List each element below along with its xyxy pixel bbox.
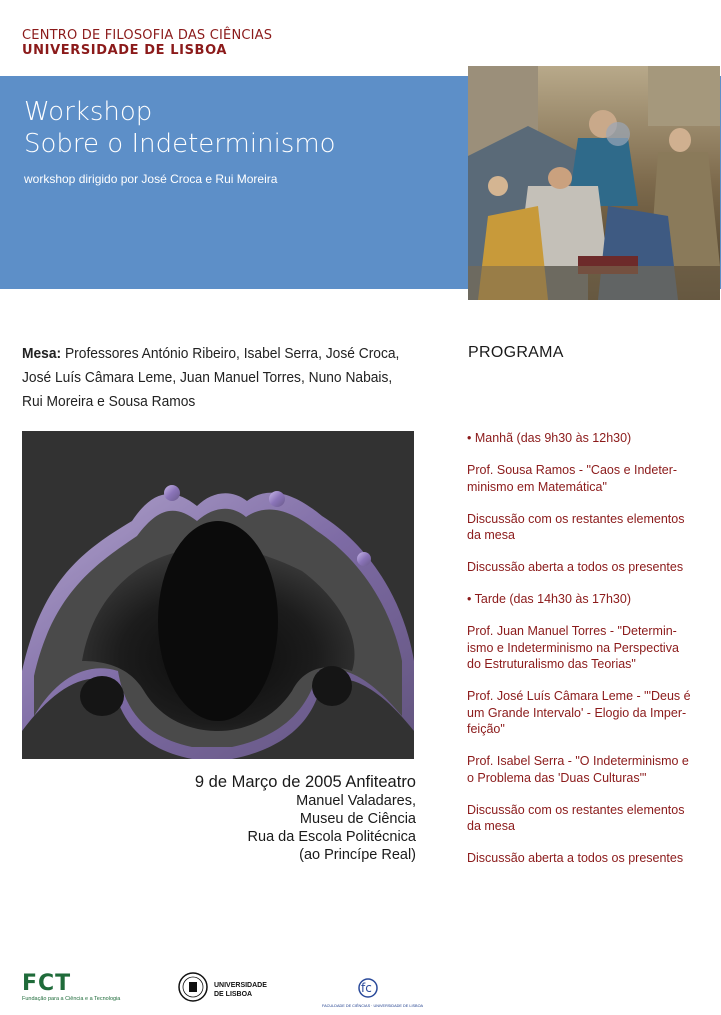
event-street: Rua da Escola Politécnica	[247, 829, 416, 845]
fc-logo-icon	[322, 972, 420, 1002]
event-details	[150, 772, 416, 864]
fct-wordmark: FCT	[22, 971, 72, 996]
program-item: Prof. Isabel Serra - "O Indeterminismo e o Problema das 'Duas Culturas'"	[467, 754, 689, 785]
event-area: (ao Princípe Real)	[299, 847, 416, 863]
fc-caption: FACULDADE DE CIÊNCIAS · UNIVERSIDADE DE LISBOA	[322, 1004, 424, 1008]
event-date: 9 de Março de 2005 Anfiteatro	[194, 773, 416, 791]
workshop-title	[24, 96, 336, 160]
event-museum: Museu de Ciência	[299, 811, 416, 827]
program-item: • Tarde (das 14h30 às 17h30)	[467, 592, 631, 606]
program-item: Discussão aberta a todos os presentes	[467, 560, 684, 574]
program-item: Prof. José Luís Câmara Leme - "'Deus é um Grande Intervalo' - Elogio da Imper- feição"	[467, 689, 691, 736]
university-seal-icon	[178, 972, 208, 1002]
faculdade-ciencias-logo	[322, 972, 424, 1012]
university-name: UNIVERSIDADE DE LISBOA	[22, 43, 228, 58]
fct-logo	[22, 972, 132, 1012]
event-venue: Manuel Valadares,	[296, 793, 416, 809]
title-line-1: Workshop	[24, 97, 153, 127]
program-item: • Manhã (das 9h30 às 12h30)	[467, 431, 632, 445]
mesa-label: Mesa:	[22, 345, 62, 362]
fc-wordmark: fc	[361, 981, 372, 995]
title-line-2: Sobre o Indeterminismo	[24, 129, 336, 159]
workshop-subtitle: workshop dirigido por José Croca e Rui Moreira	[24, 172, 278, 186]
school-of-athens-image	[468, 66, 720, 300]
ul-caption-1: UNIVERSIDADE	[214, 982, 267, 989]
program-item: Prof. Sousa Ramos - "Caos e Indeter- minismo em Matemática"	[467, 463, 678, 494]
fractal-image	[22, 431, 414, 759]
org-name: CENTRO DE FILOSOFIA DAS CIÊNCIAS	[22, 28, 273, 43]
universidade-lisboa-logo	[178, 972, 288, 1012]
programa-heading: PROGRAMA	[468, 344, 564, 361]
program-item: Discussão com os restantes elementos da mesa	[467, 802, 685, 833]
ul-caption-2: DE LISBOA	[214, 991, 253, 998]
mesa-text: Professores António Ribeiro, Isabel Serra, José Croca, José Luís Câmara Leme, Juan Manuel Torres, Nuno Nabais, Rui Moreira e Sousa Ramos	[22, 345, 400, 410]
program-item: Discussão aberta a todos os presentes	[467, 851, 684, 865]
program-item: Discussão com os restantes elementos da mesa	[467, 511, 685, 542]
organization-header	[22, 28, 272, 58]
program-list	[467, 430, 712, 882]
program-item: Prof. Juan Manuel Torres - "Determin- ismo e Indeterminismo na Perspectiva do Estruturalismo das Teorias"	[467, 624, 679, 671]
panel-members	[22, 342, 408, 414]
fct-caption: Fundação para a Ciência e a Tecnologia	[22, 996, 121, 1002]
